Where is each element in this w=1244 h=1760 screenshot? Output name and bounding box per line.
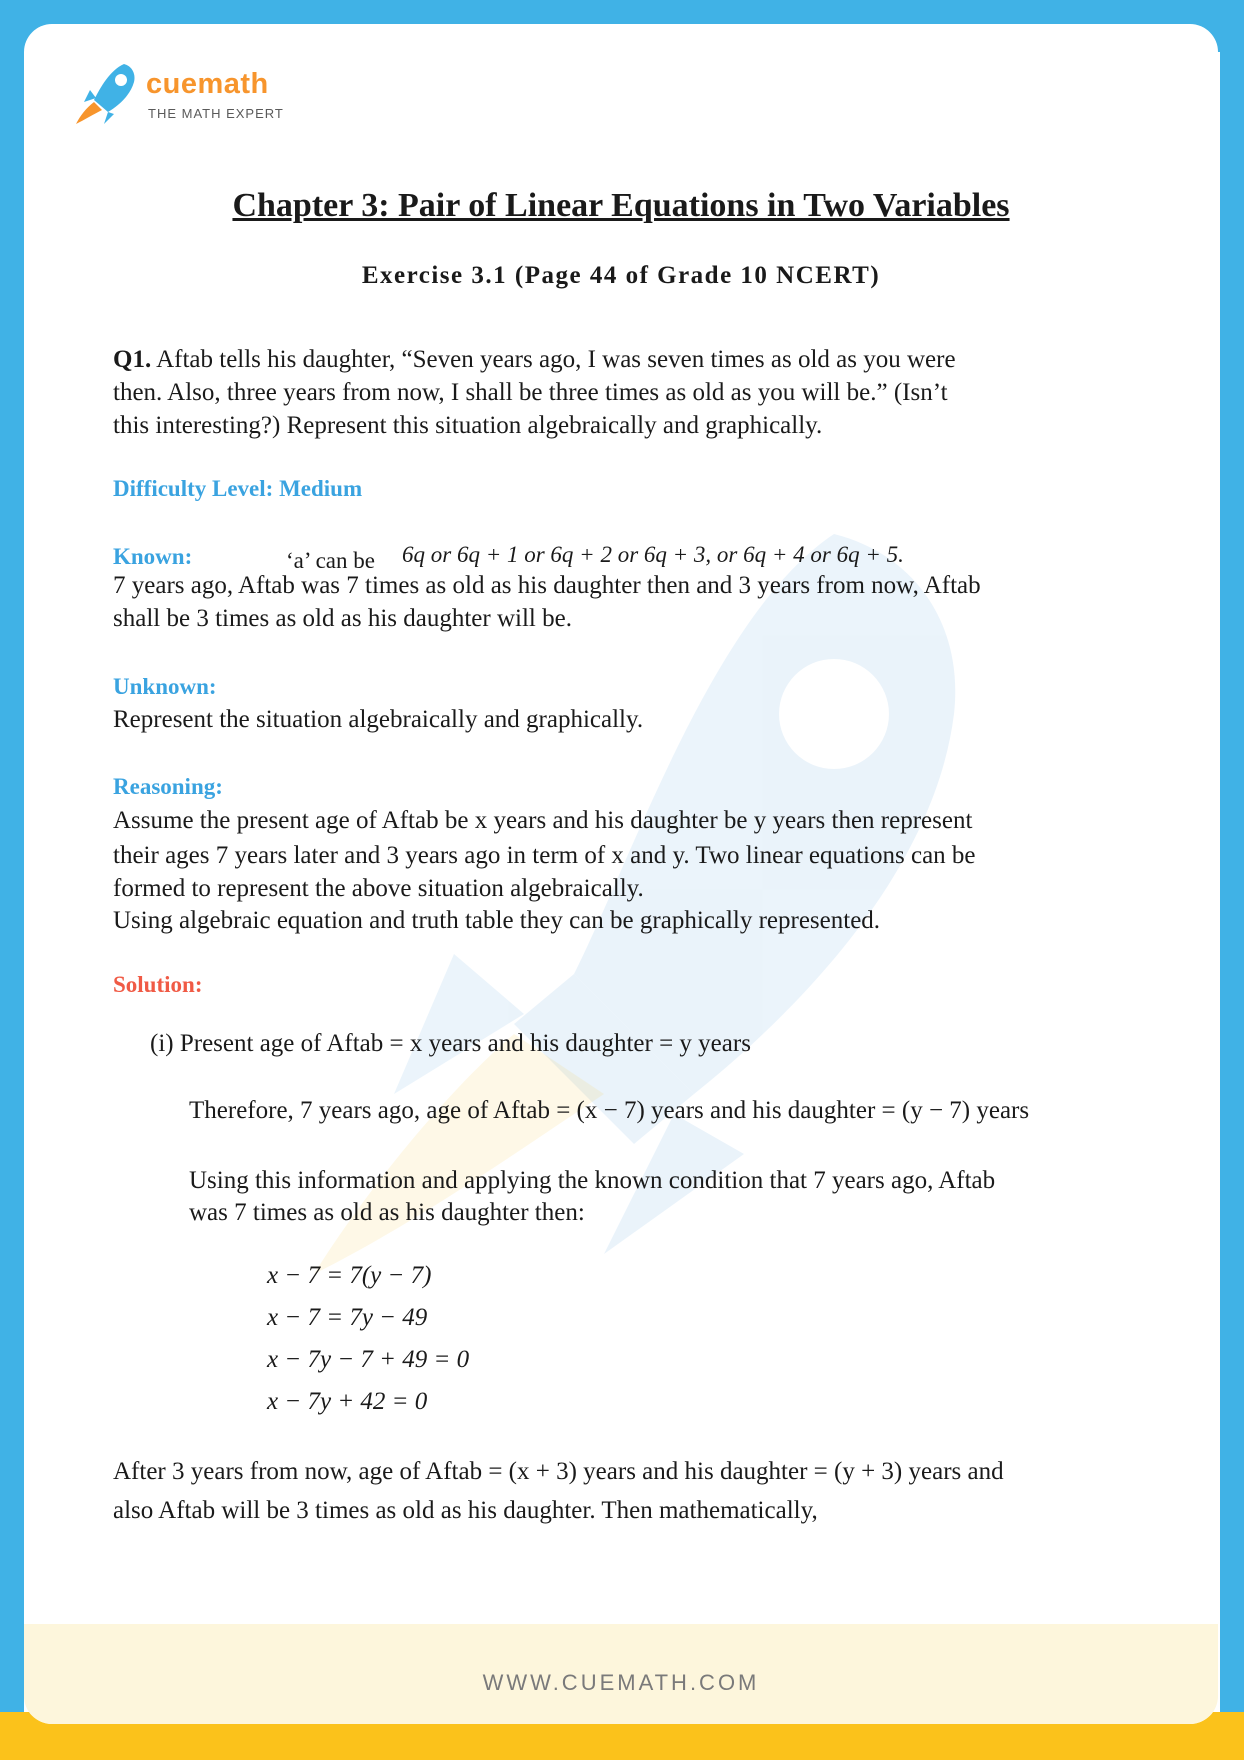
brand-name: cuemath (146, 68, 269, 100)
question-line-1: Q1. Aftab tells his daughter, “Seven years ago, I was seven times as old as you were (113, 346, 956, 373)
question-line-3: this interesting?) Represent this situation algebraically and graphically. (113, 412, 823, 439)
brand-tagline: THE MATH EXPERT (148, 106, 284, 121)
reasoning-line-2: their ages 7 years later and 3 years ago in term of x and y. Two linear equations can be (113, 842, 976, 869)
solution-step-i: (i) Present age of Aftab = x years and his daughter = y years (150, 1030, 751, 1057)
known-overlay-math: 6q or 6q + 1 or 6q + 2 or 6q + 3, or 6q + 4 or 6q + 5. (402, 542, 904, 567)
known-overlay-prefix: ‘a’ can be (286, 548, 375, 573)
solution-heading: Solution: (113, 972, 203, 997)
brand-logo[interactable] (74, 62, 314, 142)
unknown-line-1: Represent the situation algebraically and graphically. (113, 706, 644, 733)
question-line-2: then. Also, three years from now, I shall be three times as old as you will be.” (Isn’t (113, 379, 948, 406)
reasoning-heading: Reasoning: (113, 774, 223, 799)
solution-using-line-1: Using this information and applying the known condition that 7 years ago, Aftab (189, 1167, 996, 1194)
reasoning-line-3: formed to represent the above situation algebraically. (113, 875, 644, 902)
frame-left-band (0, 0, 24, 1760)
footer-band (24, 1624, 1218, 1724)
solution-after-line-2: also Aftab will be 3 times as old as his daughter. Then mathematically, (113, 1497, 818, 1524)
solution-after-line-1: After 3 years from now, age of Aftab = (x + 3) years and his daughter = (y + 3) years and (113, 1458, 1004, 1485)
equation-3: x − 7y − 7 + 49 = 0 (267, 1346, 470, 1373)
solution-therefore: Therefore, 7 years ago, age of Aftab = (x − 7) years and his daughter = (y − 7) years (189, 1097, 1030, 1124)
reasoning-line-4: Using algebraic equation and truth table they can be graphically represented. (113, 907, 881, 934)
page-sheet (24, 24, 1218, 1724)
known-line-2: shall be 3 times as old as his daughter will be. (113, 605, 572, 632)
frame-right-band (1220, 0, 1244, 1760)
rocket-logo-icon (74, 62, 136, 128)
equation-2: x − 7 = 7y − 49 (267, 1304, 428, 1331)
difficulty-level: Difficulty Level: Medium (113, 476, 363, 501)
footer-url[interactable]: WWW.CUEMATH.COM (482, 1670, 760, 1695)
equation-4: x − 7y + 42 = 0 (267, 1388, 428, 1415)
unknown-heading: Unknown: (113, 674, 217, 699)
reasoning-line-1: Assume the present age of Aftab be x years and his daughter be y years then represent (113, 807, 973, 834)
page-title: Chapter 3: Pair of Linear Equations in Two Variables (232, 187, 1010, 224)
equation-1: x − 7 = 7(y − 7) (267, 1262, 432, 1289)
known-line-1: 7 years ago, Aftab was 7 times as old as his daughter then and 3 years from now, Aftab (113, 572, 981, 599)
page-subtitle: Exercise 3.1 (Page 44 of Grade 10 NCERT) (361, 262, 881, 289)
known-heading: Known: (113, 544, 193, 569)
solution-using-line-2: was 7 times as old as his daughter then: (189, 1199, 585, 1226)
question-label: Q1. (113, 346, 152, 373)
